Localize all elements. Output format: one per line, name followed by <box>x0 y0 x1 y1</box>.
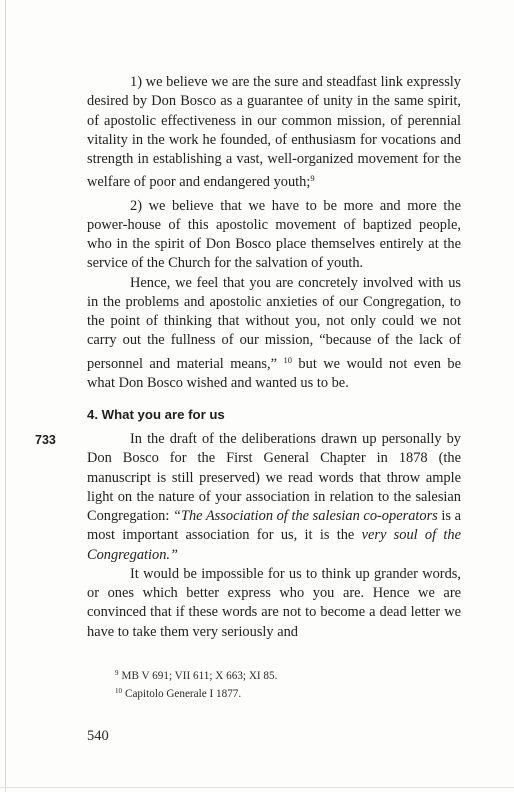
page-edge-line <box>5 0 6 792</box>
paragraph-text: 1) we believe we are the sure and steadfast link expressly desired by Don Bosco as a guarantee of unity in the same spirit, of apostolic effectiveness in our common mission, of perennial vitality in the work he founded, of enthusiasm for vocations and strength in establishing a vast, well-organized movement for the welfare of poor and endangered youth; <box>87 74 461 191</box>
paragraph-point-2: 2) we believe that we have to be more and more the power-house of this apostolic movement of baptized people, who in the spirit of Don Bosco place themselves entirely at the service of the Church for the salvation of youth. <box>87 197 461 272</box>
paragraph-draft <box>87 430 461 565</box>
paragraph-point-1 <box>87 73 461 193</box>
paragraph-text: Hence, we feel that you are concretely involved with us in the problems and apostolic anxieties of our Congregation, to the point of thinking that without you, not only could we not carry out the fullness of our mission, “because of the lack of personnel and material means,” <box>87 274 461 372</box>
main-text <box>35 73 462 642</box>
italic-quote: very soul of the Congregation.” <box>87 527 462 563</box>
margin-paragraph-number: 733 <box>35 433 56 447</box>
footnote-reference: 10 <box>283 354 292 365</box>
footnote-mark: 10 <box>115 687 122 695</box>
section-what-you-are <box>35 405 462 642</box>
footnotes <box>115 666 415 702</box>
paragraph-hence <box>87 274 461 394</box>
section-heading: 4. What you are for us <box>87 407 225 422</box>
paragraph-text: In the draft of the deliberations drawn up personally by Don Bosco for the First General Chapter in 1878 (the manuscript is still preserved) we read words that throw ample light on the nature of your association in relation to the salesian Congregation: <box>87 431 461 524</box>
page-bottom-line <box>0 787 514 788</box>
page-number: 540 <box>87 728 109 744</box>
paragraph-text: but we would not even be what Don Bosco wished and wanted us to be. <box>87 355 461 391</box>
footnote-reference: 9 <box>310 173 315 184</box>
italic-quote: “The Association of the salesian co-operators <box>172 508 438 524</box>
footnote-mark: 9 <box>115 669 119 677</box>
footnote-9 <box>115 666 415 684</box>
footnote-text: MB V 691; VII 611; X 663; XI 85. <box>121 670 278 682</box>
footnote-10 <box>115 684 415 702</box>
paragraph-text: is a most important association for us, it is the <box>87 508 461 544</box>
footnote-text: Capitolo Generale I 1877. <box>125 688 242 700</box>
paragraph-impossible: It would be impossible for us to think up grander words, or ones which better express who you are. Hence we are convinced that if these words are not to become a dead letter we have to take them very seriously and <box>87 565 461 640</box>
